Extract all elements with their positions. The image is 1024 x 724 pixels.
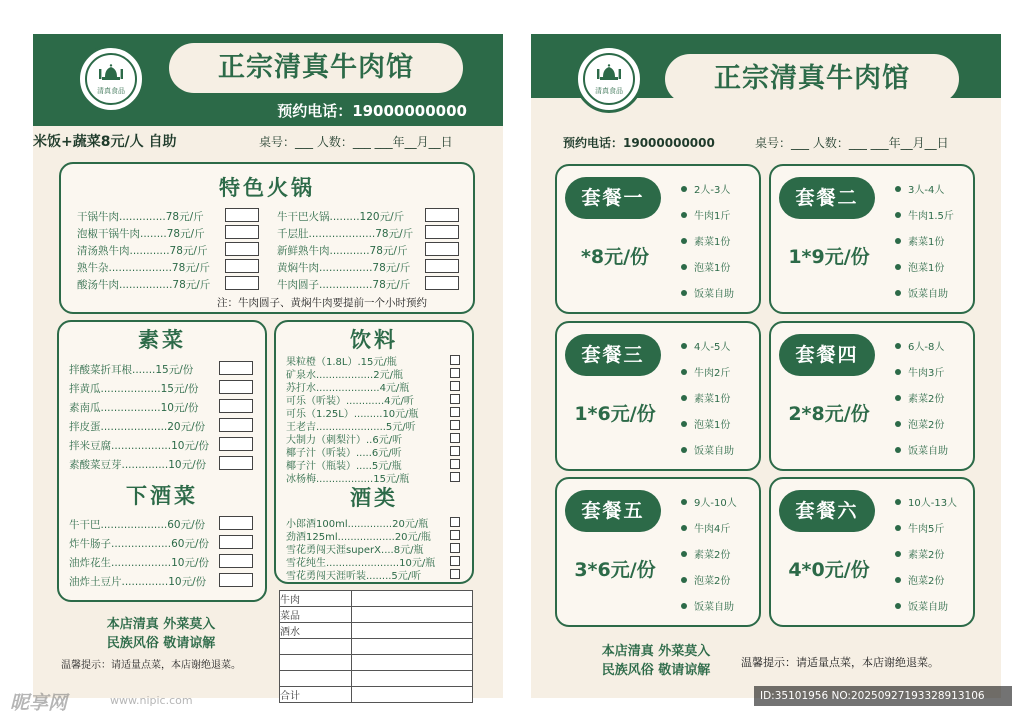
alcohol-title: 酒类	[350, 486, 398, 510]
tally-row	[280, 623, 473, 639]
check-box[interactable]	[450, 472, 460, 482]
snack-item: 油炸花生..................10元/份	[69, 557, 209, 569]
combo-name: 套餐四	[779, 334, 875, 376]
snack-item: 炸牛肠子..................60元/份	[69, 538, 209, 550]
combo-card[interactable]	[769, 477, 975, 627]
combo-feature: 泡菜1份	[681, 259, 730, 274]
combo-feature: 饭菜自助	[895, 285, 948, 300]
veg-item: 素南瓜..................10元/份	[69, 402, 199, 414]
check-box[interactable]	[450, 368, 460, 378]
combo-card[interactable]	[769, 321, 975, 471]
hotpot-item: 干锅牛肉..............78元/斤	[77, 211, 204, 223]
combo-price: 2*8元/份	[788, 403, 870, 425]
drink-item: 冰杨梅..................15元/瓶	[286, 474, 410, 485]
combo-feature: 4人-5人	[681, 338, 730, 353]
veg-item: 拌黄瓜..................15元/份	[69, 383, 199, 395]
combo-feature: 6人-8人	[895, 338, 944, 353]
mosque-icon	[96, 63, 126, 83]
veg-snack-section	[57, 320, 267, 602]
combo-feature: 牛肉5斤	[895, 520, 944, 535]
veg-item: 拌皮蛋....................20元/份	[69, 421, 206, 433]
tally-row	[280, 687, 473, 703]
drink-item: 矿泉水..................2元/瓶	[286, 370, 403, 381]
drink-item: 可乐（1.25L）.........10元/瓶	[286, 409, 419, 420]
check-box[interactable]	[450, 355, 460, 365]
combo-feature: 牛肉4斤	[681, 520, 730, 535]
right-menu-sheet	[531, 34, 1001, 698]
combo-name: 套餐三	[565, 334, 661, 376]
tally-row	[280, 655, 473, 671]
slogan-line: 本店清真 外菜莫入	[106, 617, 216, 632]
check-box[interactable]	[450, 407, 460, 417]
combo-feature: 饭菜自助	[895, 598, 948, 613]
logo-text: 清真食品	[595, 87, 623, 95]
tally-row	[280, 607, 473, 623]
qty-box[interactable]	[425, 208, 459, 222]
combo-feature: 泡菜1份	[681, 416, 730, 431]
tally-cell[interactable]	[352, 607, 473, 623]
tally-table	[279, 590, 473, 703]
combo-name: 套餐六	[779, 490, 875, 532]
combo-card[interactable]	[555, 477, 761, 627]
tally-cell[interactable]	[352, 671, 473, 687]
combo-feature: 素菜2份	[681, 546, 730, 561]
check-box[interactable]	[450, 420, 460, 430]
tally-label	[280, 671, 352, 687]
combo-card[interactable]	[555, 164, 761, 314]
drink-item: 椰子汁（听装）.....6元/听	[286, 448, 402, 459]
combo-feature: 素菜1份	[681, 390, 730, 405]
hotpot-item: 清汤熟牛肉............78元/斤	[77, 245, 208, 257]
watermark-logo: 昵享网	[10, 692, 68, 714]
drinks-title: 饮料	[350, 328, 398, 352]
combo-feature: 饭菜自助	[681, 442, 734, 457]
combo-price: 4*0元/份	[788, 559, 870, 581]
combo-feature: 素菜2份	[895, 546, 944, 561]
check-box[interactable]	[450, 394, 460, 404]
menu-header	[531, 34, 1001, 98]
qty-box[interactable]	[219, 399, 253, 413]
veg-title: 素菜	[138, 328, 186, 352]
combo-feature: 9人-10人	[681, 494, 737, 509]
snack-item: 油炸土豆片..............10元/份	[69, 576, 207, 588]
qty-box[interactable]	[225, 208, 259, 222]
halal-logo	[77, 45, 145, 113]
watermark-url: www.nipic.com	[110, 694, 193, 707]
check-box[interactable]	[450, 517, 460, 527]
combo-feature: 泡菜2份	[895, 416, 944, 431]
hotpot-item: 千层肚....................78元/斤	[277, 228, 414, 240]
hotpot-item: 酸汤牛肉................78元/斤	[77, 279, 211, 291]
halal-logo	[575, 45, 643, 113]
veg-item: 拌酸菜折耳根.......15元/份	[69, 364, 194, 376]
qty-box[interactable]	[219, 535, 253, 549]
qty-box[interactable]	[219, 361, 253, 375]
rice-veg-note: 米饭+蔬菜8元/人 自助	[33, 134, 177, 150]
tally-cell[interactable]	[352, 591, 473, 607]
qty-box[interactable]	[219, 573, 253, 587]
combo-price: 1*6元/份	[574, 403, 656, 425]
combo-feature: 素菜1份	[895, 233, 944, 248]
drink-item: 可乐（听装）............4元/听	[286, 396, 414, 407]
tally-label	[280, 639, 352, 655]
check-box[interactable]	[450, 381, 460, 391]
drink-item: 大制力（刺梨汁）..6元/听	[286, 435, 403, 446]
combo-feature: 饭菜自助	[895, 442, 948, 457]
hotpot-title: 特色火锅	[219, 176, 315, 200]
qty-box[interactable]	[219, 516, 253, 530]
qty-box[interactable]	[219, 456, 253, 470]
hotpot-section	[59, 162, 475, 314]
mosque-icon	[594, 63, 624, 83]
alcohol-item: 小郎酒100ml..............20元/瓶	[286, 519, 429, 530]
qty-box[interactable]	[225, 259, 259, 273]
combo-name: 套餐五	[565, 490, 661, 532]
combo-feature: 泡菜1份	[895, 259, 944, 274]
qty-box[interactable]	[219, 380, 253, 394]
snack-item: 牛干巴....................60元/份	[69, 519, 206, 531]
combo-feature: 素菜1份	[681, 233, 730, 248]
combo-feature: 10人-13人	[895, 494, 957, 509]
qty-box[interactable]	[219, 437, 253, 451]
qty-box[interactable]	[425, 225, 459, 239]
tally-label: 酒水	[280, 623, 352, 639]
table-info: 桌号：___ 人数：___ ___年__月__日	[259, 135, 453, 149]
tally-cell[interactable]	[352, 687, 473, 703]
alcohol-item: 雪花纯生.......................10元/瓶	[286, 558, 436, 569]
hotpot-item: 黄焖牛肉................78元/斤	[277, 262, 411, 274]
combo-card[interactable]	[769, 164, 975, 314]
qty-box[interactable]	[225, 225, 259, 239]
combo-feature: 牛肉3斤	[895, 364, 944, 379]
combo-name: 套餐二	[779, 177, 875, 219]
combo-feature: 泡菜2份	[895, 572, 944, 587]
veg-item: 拌米豆腐..................10元/份	[69, 440, 209, 452]
combo-feature: 3人-4人	[895, 181, 944, 196]
combo-feature: 泡菜2份	[681, 572, 730, 587]
drink-item: 王老吉......................5元/听	[286, 422, 416, 433]
check-box[interactable]	[450, 543, 460, 553]
alcohol-item: 雪花勇闯天涯superX....8元/瓶	[286, 545, 424, 556]
menu-header	[33, 34, 503, 126]
phone-info: 预约电话：19000000000	[563, 136, 715, 150]
slogan-line: 民族风俗 敬请谅解	[106, 636, 216, 651]
tally-row	[280, 671, 473, 687]
combo-feature: 牛肉1斤	[681, 207, 730, 222]
combo-feature: 2人-3人	[681, 181, 730, 196]
qty-box[interactable]	[425, 276, 459, 290]
hotpot-item: 牛干巴火锅.........120元/斤	[277, 211, 405, 223]
hotpot-item: 泡椒干锅牛肉........78元/斤	[77, 228, 205, 240]
qty-box[interactable]	[425, 242, 459, 256]
hotpot-item: 牛肉圆子................78元/斤	[277, 279, 411, 291]
tally-label: 菜品	[280, 607, 352, 623]
hotpot-item: 新鲜熟牛肉............78元/斤	[277, 245, 408, 257]
drink-item: 果粒橙（1.8L）.15元/瓶	[286, 357, 397, 368]
slogan-line: 民族风俗 敬请谅解	[601, 663, 711, 678]
alcohol-item: 劲酒125ml..................20元/瓶	[286, 532, 431, 543]
drink-item: 椰子汁（瓶装）.....5元/瓶	[286, 461, 402, 472]
combo-feature: 饭菜自助	[681, 285, 734, 300]
tip-text: 温馨提示：请适量点菜，本店谢绝退菜。	[61, 660, 241, 671]
shop-title: 正宗清真牛肉馆	[665, 54, 959, 104]
drinks-section	[274, 320, 474, 584]
snacks-title: 下酒菜	[126, 484, 198, 508]
alcohol-item: 雪花勇闯天涯听装........5元/听	[286, 571, 422, 582]
check-box[interactable]	[450, 556, 460, 566]
tally-label: 牛肉	[280, 591, 352, 607]
check-box[interactable]	[450, 459, 460, 469]
combo-feature: 牛肉2斤	[681, 364, 730, 379]
tally-label: 合计	[280, 687, 352, 703]
header-phone: 预约电话：19000000000	[277, 102, 467, 120]
combo-price: 3*6元/份	[574, 559, 656, 581]
image-id-bar: ID:35101956 NO:20250927193328913106	[754, 686, 1012, 706]
hotpot-item: 熟牛杂...................78元/斤	[77, 262, 210, 274]
tally-row	[280, 591, 473, 607]
qty-box[interactable]	[219, 554, 253, 568]
check-box[interactable]	[450, 446, 460, 456]
tally-cell[interactable]	[352, 623, 473, 639]
combo-feature: 牛肉1.5斤	[895, 207, 954, 222]
tally-row	[280, 639, 473, 655]
tip-text: 温馨提示：请适量点菜，本店谢绝退菜。	[741, 656, 939, 669]
combo-name: 套餐一	[565, 177, 661, 219]
logo-text: 清真食品	[97, 87, 125, 95]
table-info: 桌号：___ 人数：___ ___年__月__日	[755, 136, 949, 150]
tally-cell[interactable]	[352, 655, 473, 671]
tally-label	[280, 655, 352, 671]
combo-price: 1*9元/份	[788, 246, 870, 268]
check-box[interactable]	[450, 530, 460, 540]
slogan-line: 本店清真 外菜莫入	[601, 644, 711, 659]
check-box[interactable]	[450, 569, 460, 579]
slogan	[581, 642, 731, 680]
combo-card[interactable]	[555, 321, 761, 471]
hotpot-note: 注：牛肉圆子、黄焖牛肉要提前一个小时预约	[217, 297, 427, 309]
shop-title: 正宗清真牛肉馆	[169, 43, 463, 93]
combo-feature: 素菜2份	[895, 390, 944, 405]
check-box[interactable]	[450, 433, 460, 443]
combo-price: *8元/份	[580, 246, 650, 268]
veg-item: 素酸菜豆芽..............10元/份	[69, 459, 207, 471]
qty-box[interactable]	[219, 418, 253, 432]
qty-box[interactable]	[425, 259, 459, 273]
qty-box[interactable]	[225, 242, 259, 256]
tally-cell[interactable]	[352, 639, 473, 655]
slogan	[81, 615, 241, 653]
qty-box[interactable]	[225, 276, 259, 290]
drink-item: 苏打水....................4元/瓶	[286, 383, 410, 394]
combo-feature: 饭菜自助	[681, 598, 734, 613]
